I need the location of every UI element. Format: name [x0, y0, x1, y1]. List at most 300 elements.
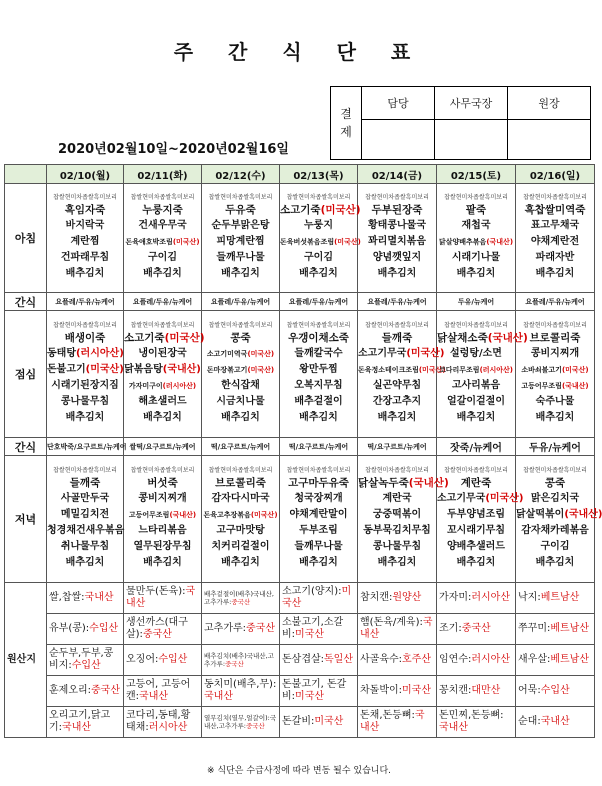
menu-item: 시래기나물: [451, 252, 501, 263]
approval-table: [330, 86, 591, 160]
origin-country: 미국산: [295, 629, 325, 640]
menu-item: 배추김치: [299, 412, 338, 423]
meal-cell: [124, 311, 205, 438]
origin-country: 국내산: [84, 592, 114, 603]
origin-country: 수입산: [71, 660, 101, 671]
origin-name: 돈삼겹살:: [282, 654, 325, 665]
menu-item: 피망계란찜: [216, 236, 265, 247]
origin-country: 국내산: [439, 722, 468, 733]
origin-country: 중국산: [91, 685, 120, 696]
menu-item: 동부묵김치무침: [363, 525, 431, 536]
menu-item: 소고기무국(미국산): [358, 348, 445, 359]
menu-item: 고구마두유죽: [288, 477, 349, 489]
origin-cell: [358, 614, 437, 645]
menu-item: 사골만두국: [60, 493, 110, 504]
origin-name: 차돌박이:: [360, 685, 403, 696]
origin-name: 소고기(양지):: [282, 586, 342, 597]
meal-cell: [47, 184, 124, 293]
origin-name: 유부(콩):: [49, 623, 90, 634]
origin-country: 수입산: [158, 654, 188, 665]
origin-country: 원양산: [392, 592, 422, 603]
origin-cell: [280, 583, 358, 614]
menu-item: 브로콜리죽: [529, 332, 581, 344]
approval-sign-box[interactable]: [508, 120, 591, 160]
meal-cell: [47, 311, 124, 438]
menu-item: 들깨죽: [69, 477, 101, 489]
day-header: 02/15(토): [437, 165, 516, 184]
origin-cell: [358, 645, 437, 676]
menu-item: 오복지무침: [294, 380, 343, 391]
approval-sign-box[interactable]: [435, 120, 508, 160]
origin-country: 러시아산: [471, 592, 510, 603]
menu-item: 계란찜: [70, 236, 100, 247]
snack-cell: 요플레/두유/뉴케어: [47, 293, 124, 311]
meal-cell: [280, 184, 361, 293]
menu-item: 설렁탕/소면: [450, 348, 502, 359]
menu-item: 배추김치: [143, 268, 182, 279]
origin-name: 어묵:: [518, 685, 541, 696]
menu-item: 한식잡채: [221, 380, 260, 391]
grain-note: 찹쌀현미차좁쌀흑미보리: [523, 467, 587, 474]
grain-note: 찹쌀현미차좁쌀흑미보리: [286, 467, 351, 474]
menu-item: 구이김: [540, 541, 570, 552]
snack-cell: 두유/뉴케어: [516, 438, 595, 456]
menu-item: 배추김치: [456, 412, 496, 423]
day-header: 02/14(금): [358, 165, 437, 184]
snack-cell: 단호박죽/요구르트/뉴케어: [47, 438, 124, 456]
menu-item: 치커리겉절이: [211, 541, 270, 552]
origin-name: 오징어:: [126, 654, 159, 665]
menu-item: 꽈리멸치볶음: [368, 236, 426, 247]
meal-cell: [358, 456, 449, 583]
origin-country: 중국산: [231, 598, 251, 606]
grain-note: 찹쌀현미차좁쌀흑미보리: [130, 194, 195, 201]
origin-cell: [202, 707, 280, 738]
origin-name: 새우살:: [518, 654, 551, 665]
menu-item: 누룽지: [304, 220, 333, 231]
origin-country: 미국산: [314, 716, 344, 727]
menu-item: 흑찹쌀미역죽: [524, 204, 586, 216]
menu-item: 콩죽: [230, 332, 251, 344]
meal-cell: [358, 184, 437, 293]
origin-country: 베트남산: [540, 592, 580, 603]
origin-cell: [437, 707, 516, 738]
menu-item: 콩나물무침: [60, 396, 110, 407]
menu-item: 들깨무나물: [216, 252, 265, 263]
menu-period: 2020년02월10일~2020년02월16일: [58, 142, 289, 157]
approval-header: 사무국장: [435, 87, 508, 120]
menu-item: 열무된장무침: [133, 541, 192, 552]
menu-item: 왕만두찜: [299, 364, 338, 375]
approval-label: 결 제: [331, 87, 362, 160]
menu-item: 닭살양배추볶음(국내산): [438, 238, 514, 246]
origin-country: 독일산: [324, 654, 353, 665]
menu-item: 계란국: [382, 493, 412, 504]
menu-item: 소바쇠불고기(미국산): [521, 366, 589, 374]
origin-name: 오리고기,닭고기:: [49, 710, 111, 733]
origin-cell: [516, 583, 595, 614]
menu-item: 계란죽: [460, 477, 492, 489]
menu-item: 돈육정소테이크조림(미국산): [358, 366, 446, 374]
menu-table: [4, 164, 602, 738]
snack-cell: 요플레/두유/뉴케어: [516, 293, 595, 311]
origin-country: 호주산: [402, 654, 431, 665]
menu-item: 흑임자죽: [64, 204, 106, 216]
origin-cell: [437, 645, 516, 676]
menu-item: 황태콩나물국: [368, 220, 426, 231]
origin-country: 러시아산: [148, 722, 188, 733]
origin-name: 낙지:: [518, 592, 541, 603]
origin-cell: [202, 676, 280, 707]
origin-country: 미국산: [295, 691, 325, 702]
origin-cell: [47, 676, 124, 707]
menu-item: 닭살채소죽(국내산): [437, 332, 528, 344]
snack-cell: 요플레/두유/뉴케어: [202, 293, 280, 311]
origin-country: 국내산: [139, 691, 169, 702]
grain-note: 찹쌀현미차좁쌀흑미보리: [444, 322, 508, 329]
approval-header: 담당: [362, 87, 435, 120]
menu-item: 배추김치: [65, 557, 105, 568]
menu-item: 콩나물무침: [372, 541, 422, 552]
grain-note: 찹쌀현미차좁쌀흑미보리: [365, 467, 429, 474]
menu-item: 콩죽: [544, 477, 566, 489]
meal-label-snack2: 간식: [5, 438, 47, 456]
origin-cell: [516, 676, 595, 707]
origin-country: 국내산: [360, 710, 425, 733]
menu-item: 누룽지죽: [142, 204, 183, 216]
snack-cell: 두유/뉴케어: [437, 293, 516, 311]
menu-item: 소고기미역국(미국산): [206, 350, 275, 358]
grain-note: 찹쌀현미차좁쌀흑미보리: [53, 322, 117, 329]
snack-cell: 떡/요구르트/뉴케어: [280, 438, 358, 456]
grain-note: 찹쌀현미차좁쌀흑미보리: [208, 322, 273, 329]
grain-note: 찹쌀현미차좁쌀흑미보리: [208, 467, 273, 474]
origin-cell: [47, 707, 124, 738]
meal-label-dinner: 저녁: [5, 456, 47, 583]
origin-country: 국내산: [360, 617, 433, 640]
menu-item: 두부조림: [299, 525, 338, 536]
meal-cell: [358, 311, 446, 438]
day-header: 02/12(수): [202, 165, 280, 184]
menu-item: 맑은김치국: [530, 493, 580, 504]
menu-item: 닭살녹두죽(국내산): [358, 477, 449, 489]
origin-cell: [280, 676, 358, 707]
origin-name: 고등어, 고등어캔:: [126, 679, 191, 702]
grain-note: 찹쌀현미차좁쌀흑미보리: [444, 467, 508, 474]
menu-item: 바지락국: [65, 220, 105, 231]
grain-note: 찹쌀현미차좁쌀흑미보리: [523, 322, 587, 329]
grain-note: 찹쌀현미차좁쌀흑미보리: [523, 194, 587, 201]
meal-cell: [202, 311, 280, 438]
menu-item: 냉이된장국: [138, 348, 187, 359]
meal-cell: [516, 184, 595, 293]
origin-country: 중국산: [246, 623, 275, 634]
meal-cell: [280, 456, 358, 583]
meal-cell: [280, 311, 358, 438]
menu-item: 브로콜리죽: [215, 477, 266, 489]
meal-cell: [47, 456, 124, 583]
menu-item: 해초샐러드: [138, 396, 187, 407]
menu-item: 양배추샐러드: [447, 541, 505, 552]
menu-item: 고등어무조림(국내산): [521, 382, 589, 390]
origin-cell: [202, 583, 280, 614]
meal-cell: [516, 311, 595, 438]
menu-item: 코다리무조림(러시아산): [438, 366, 514, 374]
origin-cell: [124, 645, 202, 676]
origin-name: 햄(돈육/계육):: [360, 617, 423, 628]
menu-item: 배추김치: [221, 557, 260, 568]
origin-cell: [437, 583, 516, 614]
origin-name: 배추겉절이(배추)국내산,고추가루:: [204, 590, 274, 606]
origin-name: 임연수:: [439, 654, 472, 665]
menu-item: 배추김치: [535, 412, 575, 423]
origin-name: 고추가루:: [204, 623, 247, 634]
meal-cell: [124, 184, 202, 293]
menu-item: 순두부맑은탕: [211, 220, 270, 231]
menu-item: 배추김치: [221, 412, 260, 423]
origin-country: 대만산: [471, 685, 501, 696]
origin-cell: [280, 707, 358, 738]
menu-item: 메밀김치전: [60, 509, 110, 520]
menu-item: 건새우무국: [138, 220, 187, 231]
origin-country: 미국산: [402, 685, 431, 696]
menu-item: 배추김치: [65, 412, 105, 423]
snack-cell: 요플레/두유/뉴케어: [280, 293, 358, 311]
page-title: 주 간 식 단 표: [173, 40, 425, 64]
menu-item: 돈불고기(미국산): [47, 364, 124, 375]
menu-item: 돈육애호박조림(미국산): [125, 238, 200, 246]
meal-cell: [516, 456, 602, 583]
menu-item: 닭살떡볶이(국내산): [516, 509, 602, 520]
meal-cell: [437, 456, 524, 583]
grain-note: 찹쌀현미차좁쌀흑미보리: [53, 467, 117, 474]
menu-item: 콩비지찌개: [138, 493, 187, 504]
origin-name: 쭈꾸미:: [518, 623, 551, 634]
origin-name: 동치미(배추,무):: [204, 679, 277, 690]
menu-item: 두부된장죽: [371, 204, 423, 216]
origin-cell: [280, 645, 358, 676]
menu-item: 구이김: [148, 252, 177, 263]
grain-note: 찹쌀현미차좁쌀흑미보리: [286, 194, 351, 201]
menu-item: 시금치나물: [216, 396, 265, 407]
origin-country: 중국산: [245, 722, 265, 730]
menu-item: 소고기무국(미국산): [437, 493, 524, 504]
menu-item: 구이김: [304, 252, 333, 263]
origin-name: 돈채,돈등뼈:: [360, 710, 415, 721]
menu-item: 배추김치: [221, 268, 260, 279]
grain-note: 찹쌀현미차좁쌀흑미보리: [130, 467, 195, 474]
meal-label-snack1: 간식: [5, 293, 47, 311]
approval-sign-box[interactable]: [362, 120, 435, 160]
origin-country: 국내산: [540, 716, 570, 727]
menu-item: 배추겉절이: [294, 396, 343, 407]
menu-item: 소고기죽(미국산): [280, 204, 361, 216]
menu-item: 소고기죽(미국산): [124, 332, 205, 344]
menu-item: 청경채건새우볶음: [47, 525, 125, 536]
menu-item: 야채계란전: [530, 236, 580, 247]
origin-name: 돈불고기, 돈갈비:: [282, 679, 347, 702]
grain-note: 찹쌀현미차좁쌀흑미보리: [444, 194, 508, 201]
menu-item: 동태탕(러시아산): [47, 348, 124, 359]
origin-cell: [202, 645, 280, 676]
menu-item: 꼬시래기무침: [447, 525, 505, 536]
menu-item: 두유죽: [225, 204, 256, 216]
meal-cell: [437, 184, 516, 293]
menu-item: 시래기된장지짐: [51, 380, 119, 391]
menu-item: 고등어무조림(국내산): [128, 511, 197, 519]
meal-cell: [202, 456, 280, 583]
menu-item: 배추김치: [299, 268, 338, 279]
corner-cell: [5, 165, 47, 184]
origin-cell: [124, 676, 202, 707]
menu-item: 배추김치: [377, 412, 417, 423]
footer-note: ※ 식단은 수급사정에 따라 변동 될수 있습니다.: [206, 766, 392, 776]
menu-item: 감자채카레볶음: [521, 525, 589, 536]
origin-cell: [47, 645, 124, 676]
menu-item: 배생이죽: [64, 332, 106, 344]
menu-item: 고구마맛탕: [216, 525, 265, 536]
menu-item: 돈마장볶고기(미국산): [206, 366, 275, 374]
origin-country: 베트남산: [550, 654, 589, 665]
meal-label-breakfast: 아침: [5, 184, 47, 293]
grain-note: 찹쌀현미차좁쌀흑미보리: [208, 194, 273, 201]
menu-item: 취나물무침: [60, 541, 110, 552]
origin-country: 중국산: [142, 629, 172, 640]
menu-item: 들깨무나물: [294, 541, 343, 552]
origin-cell: [280, 614, 358, 645]
origin-country: 국내산: [126, 586, 196, 609]
origin-name: 소불고기,소갈비:: [282, 617, 344, 640]
origin-country: 수입산: [540, 685, 570, 696]
origin-country: 미국산: [282, 586, 352, 609]
origin-cell: [358, 707, 437, 738]
menu-item: 팥죽: [465, 204, 487, 216]
menu-item: 배추김치: [377, 557, 417, 568]
origin-cell: [516, 645, 595, 676]
menu-item: 야채계란말이: [289, 509, 348, 520]
origin-label: 원산지: [5, 583, 47, 738]
day-header: 02/11(화): [124, 165, 202, 184]
menu-item: 배추김치: [143, 412, 182, 423]
menu-item: 두부양념조림: [447, 509, 505, 520]
origin-cell: [202, 614, 280, 645]
origin-cell: [358, 583, 437, 614]
menu-item: 느타리볶음: [138, 525, 187, 536]
origin-country: 베트남산: [550, 623, 589, 634]
menu-item: 들깨죽: [381, 332, 413, 344]
origin-cell: [124, 707, 202, 738]
menu-item: 배추김치: [65, 268, 105, 279]
menu-item: 돈육고추장볶음(미국산): [203, 511, 278, 519]
origin-country: 국내산: [62, 722, 92, 733]
menu-item: 건파래무침: [60, 252, 110, 263]
origin-country: 중국산: [461, 623, 491, 634]
day-header: 02/10(월): [47, 165, 124, 184]
menu-item: 재첩국: [461, 220, 491, 231]
origin-cell: [124, 583, 202, 614]
origin-country: 수입산: [89, 623, 119, 634]
grain-note: 찹쌀현미차좁쌀흑미보리: [130, 322, 195, 329]
origin-name: 가자미:: [439, 592, 472, 603]
origin-name: 순두부,두부,콩비지:: [49, 648, 114, 671]
snack-cell: 떡/요구르트/뉴케어: [202, 438, 280, 456]
snack-cell: 쌀떡/요구르트/뉴케어: [124, 438, 202, 456]
origin-name: 순대:: [518, 716, 541, 727]
menu-item: 가자미구이(러시아산): [128, 382, 197, 390]
origin-name: 물만두(돈육):: [126, 586, 186, 597]
menu-item: 배추김치: [299, 557, 338, 568]
menu-item: 숙주나물: [535, 396, 575, 407]
menu-item: 배추김치: [143, 557, 182, 568]
meal-cell: [124, 456, 202, 583]
snack-cell: 요플레/두유/뉴케어: [124, 293, 202, 311]
origin-name: 쌀,찹쌀:: [49, 592, 85, 603]
origin-cell: [124, 614, 202, 645]
origin-name: 생선까스(대구살):: [126, 617, 188, 640]
origin-name: 훈제오리:: [49, 685, 92, 696]
menu-item: 우갱이채소죽: [288, 332, 349, 344]
menu-item: 실곤약무침: [372, 380, 422, 391]
origin-cell: [516, 614, 595, 645]
snack-cell: 요플레/두유/뉴케어: [358, 293, 437, 311]
menu-item: 배추김치: [456, 557, 496, 568]
menu-item: 배추김치: [535, 268, 575, 279]
grain-note: 찹쌀현미차좁쌀흑미보리: [53, 194, 117, 201]
origin-cell: [47, 614, 124, 645]
origin-cell: [437, 676, 516, 707]
menu-item: 파래자반: [535, 252, 575, 263]
grain-note: 찹쌀현미차좁쌀흑미보리: [286, 322, 351, 329]
meal-label-lunch: 점심: [5, 311, 47, 438]
menu-item: 감자다시마국: [211, 493, 270, 504]
menu-item: 얼갈이겉절이: [447, 396, 505, 407]
origin-cell: [437, 614, 516, 645]
approval-header: 원장: [508, 87, 591, 120]
menu-item: 돈육버섯볶음조림(미국산): [280, 238, 361, 246]
origin-name: 배추김치(배추)국내산,고추가루:: [204, 652, 274, 668]
day-header: 02/13(목): [280, 165, 358, 184]
menu-item: 콩비지찌개: [530, 348, 580, 359]
origin-name: 조기:: [439, 623, 462, 634]
menu-item: 배추김치: [377, 268, 417, 279]
meal-cell: [202, 184, 280, 293]
origin-name: 돈갈비:: [282, 716, 315, 727]
meal-cell: [437, 311, 528, 438]
origin-name: 돈민찌,돈등뼈:: [439, 710, 504, 721]
grain-note: 찹쌀현미차좁쌀흑미보리: [365, 194, 429, 201]
day-header: 02/16(일): [516, 165, 595, 184]
origin-name: 코다리,동태,황태채:: [126, 710, 191, 733]
menu-item: 고사리볶음: [451, 380, 501, 391]
origin-cell: [358, 676, 437, 707]
menu-item: 간장고추지: [372, 396, 422, 407]
menu-item: 표고무채국: [530, 220, 580, 231]
menu-item: 버섯죽: [147, 477, 178, 489]
menu-item: 배추김치: [535, 557, 575, 568]
origin-name: 사골육수:: [360, 654, 403, 665]
origin-country: 중국산: [225, 660, 244, 668]
grain-note: 찹쌀현미차좁쌀흑미보리: [365, 322, 429, 329]
origin-cell: [47, 583, 124, 614]
origin-name: 꽁치캔:: [439, 685, 472, 696]
menu-item: 닭볶음탕(국내산): [124, 364, 201, 375]
origin-name: 열무김치(열무,얼갈이):국내산,고추가루:: [204, 714, 277, 730]
origin-country: 국내산: [204, 691, 233, 702]
menu-item: 청국장찌개: [294, 493, 343, 504]
origin-name: 참치캔:: [360, 592, 393, 603]
snack-cell: 떡/요구르트/뉴케어: [358, 438, 437, 456]
origin-country: 러시아산: [471, 654, 510, 665]
